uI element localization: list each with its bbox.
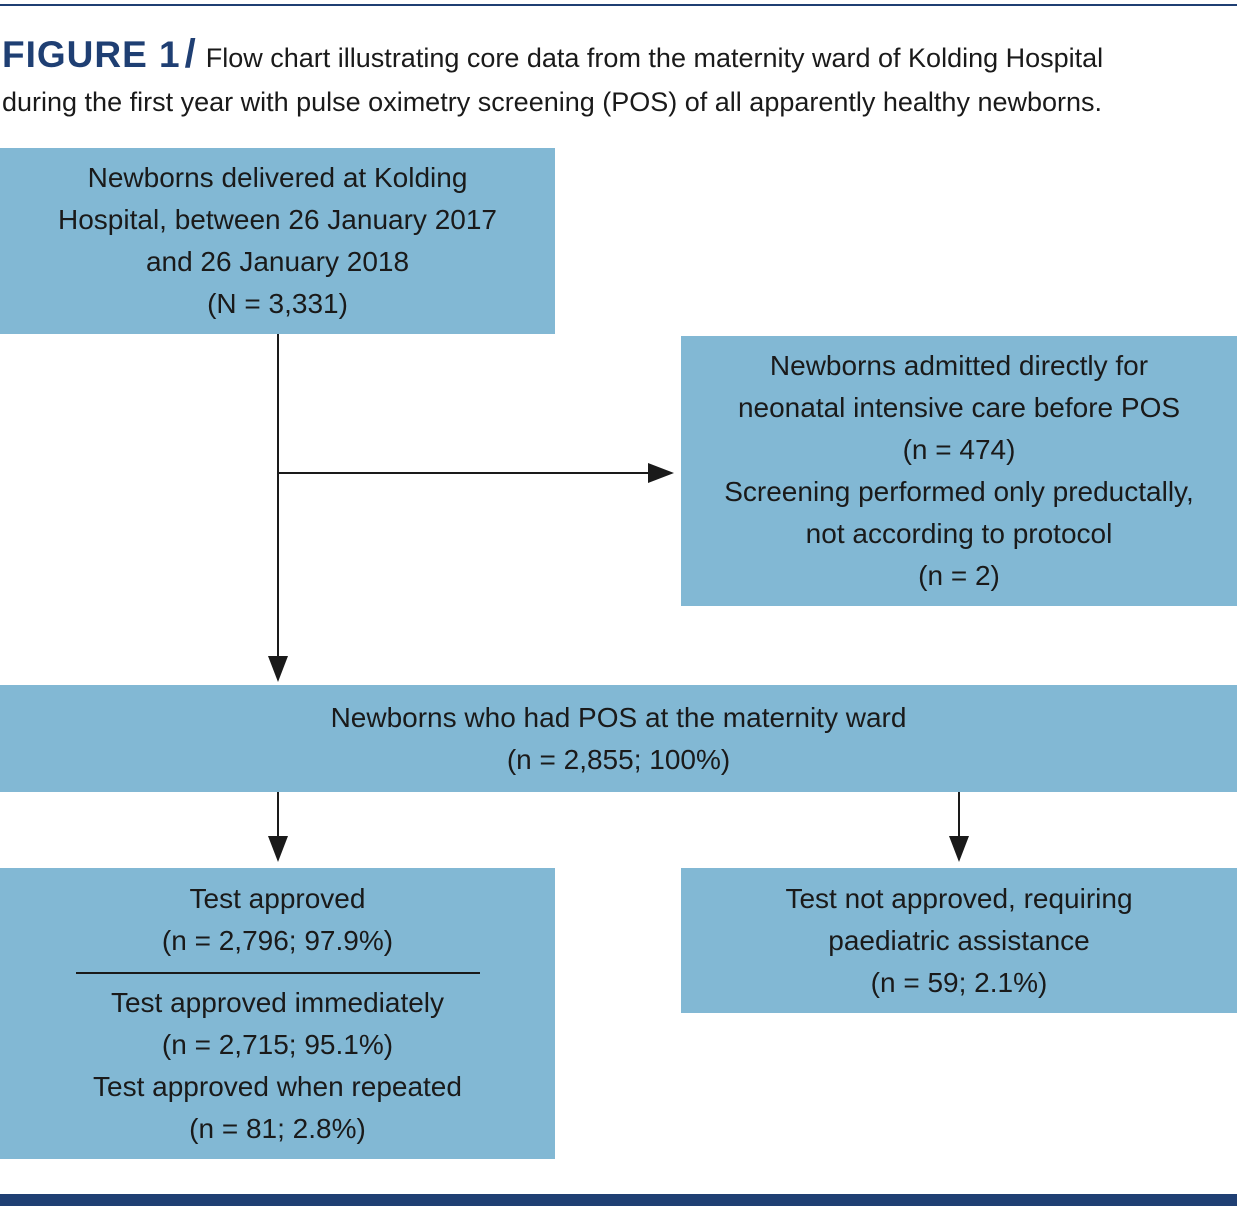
arrowhead-to-excluded xyxy=(648,463,674,483)
excluded-line-4: Screening performed only preductally, xyxy=(724,476,1194,507)
delivered-line-2: Hospital, between 26 January 2017 xyxy=(58,204,497,235)
arrowhead-to-screened xyxy=(268,656,288,682)
screened-count: (n = 2,855; 100%) xyxy=(506,743,731,775)
caption-line-2: during the first year with pulse oximetry screening (POS) of all apparently healthy newborns. xyxy=(2,87,1103,117)
excluded-line-1: Newborns admitted directly for xyxy=(769,350,1149,381)
delivered-count: (N = 3,331) xyxy=(207,288,348,319)
excluded-line-2: neonatal intensive care before POS xyxy=(737,392,1181,423)
approved-divider xyxy=(76,972,480,974)
approved-repeated-label: Test approved when repeated xyxy=(93,1070,462,1102)
approved-title: Test approved xyxy=(189,882,366,914)
screened-line-1: Newborns who had POS at the maternity ward xyxy=(330,701,907,733)
approved-immediately-count: (n = 2,715; 95.1%) xyxy=(161,1028,394,1060)
box-test-approved xyxy=(0,868,555,1159)
not-approved-line-2: paediatric assistance xyxy=(828,924,1090,956)
bottom-rule xyxy=(0,1194,1237,1206)
excluded-nicu-count: (n = 474) xyxy=(902,434,1016,465)
figure-slash: / xyxy=(184,32,196,76)
box-newborns-screened xyxy=(0,685,1237,792)
figure-label: FIGURE 1 xyxy=(2,34,181,75)
approved-repeated-count: (n = 81; 2.8%) xyxy=(189,1112,366,1144)
not-approved-line-1: Test not approved, requiring xyxy=(785,882,1133,914)
approved-immediately-label: Test approved immediately xyxy=(110,986,445,1018)
caption-line-1: Flow chart illustrating core data from the maternity ward of Kolding Hospital xyxy=(205,43,1104,73)
not-approved-count: (n = 59; 2.1%) xyxy=(870,966,1048,998)
arrowhead-to-not-approved xyxy=(949,836,969,862)
box-test-not-approved xyxy=(681,868,1237,1013)
arrowhead-to-approved xyxy=(268,836,288,862)
delivered-line-1: Newborns delivered at Kolding xyxy=(87,162,468,193)
box-newborns-excluded xyxy=(681,336,1237,606)
box-newborns-delivered xyxy=(0,148,555,334)
excluded-preductal-count: (n = 2) xyxy=(918,560,1000,591)
delivered-line-3: and 26 January 2018 xyxy=(145,246,410,277)
excluded-line-5: not according to protocol xyxy=(805,518,1113,549)
approved-count: (n = 2,796; 97.9%) xyxy=(161,924,394,956)
